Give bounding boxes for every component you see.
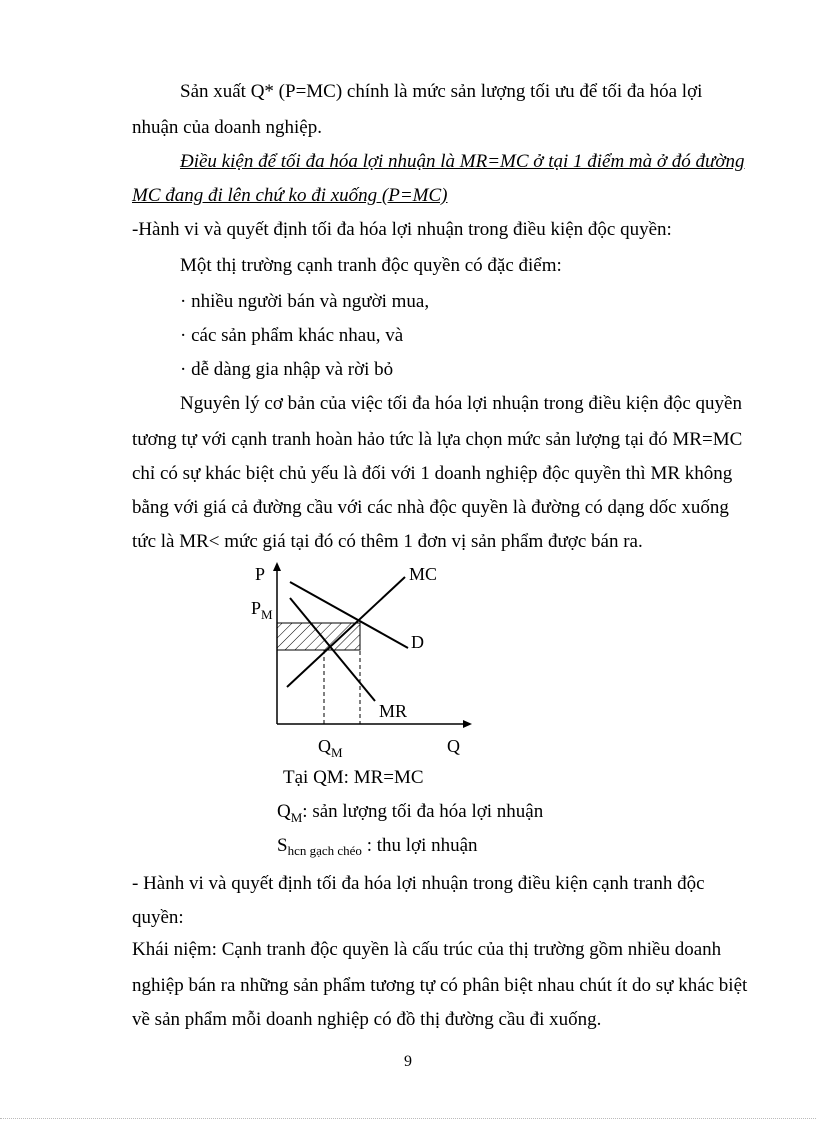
principle-line: tức là MR< mức giá tại đó có thêm 1 đơn vị sản phẩm được bán ra. — [132, 531, 643, 552]
principle-line: tương tự với cạnh tranh hoàn hảo tức là lựa chọn mức sản lượng tại đó MR=MC — [132, 429, 743, 450]
caption-line1: Tại QM: MR=MC — [283, 767, 424, 788]
d-label: D — [411, 632, 424, 652]
caption-line3: $S_{hcn gạch chéo}$ : thu lợi nhuận — [277, 835, 478, 858]
bullet-item: · nhiều người bán và người mua, — [180, 291, 430, 312]
caption-line2: $Q_M$: sản lượng tối đa hóa lợi nhuận — [277, 801, 544, 825]
principle-line: chỉ có sự khác biệt chủ yếu là đối với 1 doanh nghiệp độc quyền thì MR không — [132, 463, 733, 484]
p-axis-label: P — [255, 564, 266, 584]
mr-label: MR — [379, 701, 408, 721]
section2-heading-cont: quyền: — [132, 907, 184, 928]
concept-line: nghiệp bán ra những sản phẩm tương tự có phân biệt nhau chút ít do sự khác biệt — [132, 975, 748, 996]
q-axis-label: Q — [447, 736, 460, 756]
section2-heading: - Hành vi và quyết định tối đa hóa lợi nhuận trong điều kiện cạnh tranh độc — [132, 873, 705, 894]
section1-heading: -Hành vi và quyết định tối đa hóa lợi nhuận trong điều kiện độc quyền: — [132, 219, 672, 240]
bullet-item: · dễ dàng gia nhập và rời bỏ — [180, 359, 394, 380]
bullet-item: · các sản phẩm khác nhau, và — [180, 325, 404, 346]
y-axis-arrow — [273, 562, 281, 571]
section1-intro: Một thị trường cạnh tranh độc quyền có đặc điểm: — [180, 255, 562, 276]
mc-label: MC — [409, 564, 438, 584]
bottom-rule — [0, 1118, 816, 1119]
para1-line1: Sản xuất Q* (P=MC) chính là mức sản lượng tối ưu để tối đa hóa lợi — [180, 81, 703, 102]
principle-line: bằng với giá cả đường cầu với các nhà độc quyền là đường có dạng dốc xuống — [132, 497, 729, 518]
monopoly-diagram — [240, 556, 480, 766]
principle-line: Nguyên lý cơ bản của việc tối đa hóa lợi nhuận trong điều kiện độc quyền — [180, 393, 742, 414]
condition-line2: MC đang đi lên chứ ko đi xuống (P=MC) — [132, 185, 448, 206]
condition-line1: Điều kiện để tối đa hóa lợi nhuận là MR=MC ở tại 1 điểm mà ở đó đường — [180, 151, 745, 172]
x-axis-arrow — [463, 720, 472, 728]
pm-label: $P_M$ — [251, 598, 273, 622]
profit-area — [277, 623, 360, 650]
para1-line2: nhuận của doanh nghiệp. — [132, 117, 322, 138]
concept-line: về sản phẩm mỗi doanh nghiệp có đồ thị đường cầu đi xuống. — [132, 1009, 602, 1030]
page-number: 9 — [404, 1053, 412, 1070]
qm-label: $Q_M$ — [318, 736, 343, 760]
concept-line: Khái niệm: Cạnh tranh độc quyền là cấu trúc của thị trường gồm nhiều doanh — [132, 939, 722, 960]
